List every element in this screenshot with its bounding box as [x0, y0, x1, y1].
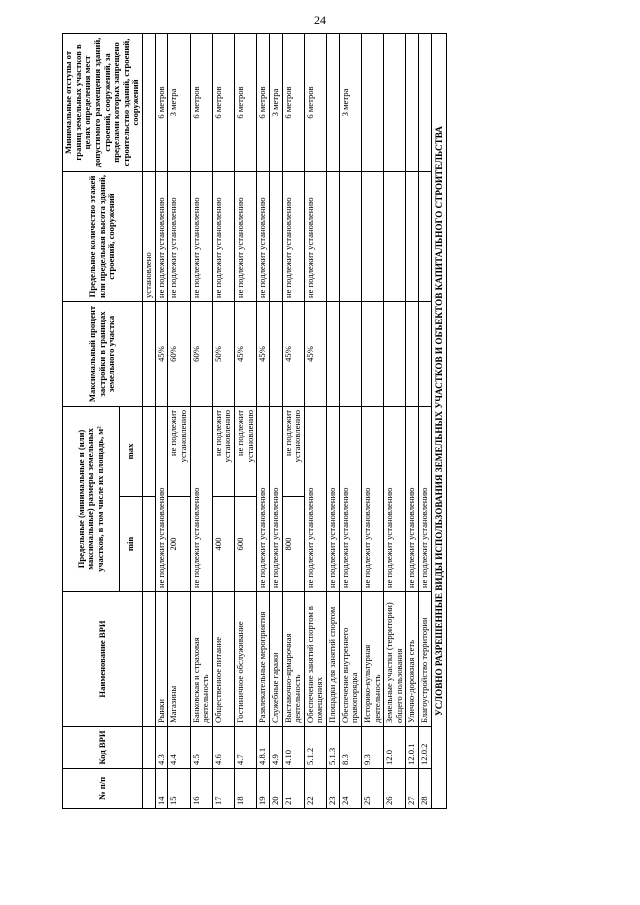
cell-code: 4.7 [235, 727, 257, 769]
cell-coverage: 45% [155, 301, 168, 406]
cell-code: 5.1.3 [327, 727, 340, 769]
cell-floors [361, 171, 383, 301]
cell-num: 18 [235, 769, 257, 809]
cell-floors [406, 171, 419, 301]
cell-max: не подлежит установлению [168, 406, 190, 496]
cell-min: 200 [168, 497, 190, 592]
cell-coverage: 45% [235, 301, 257, 406]
header-floors: Предельное количество этажей или предельная высота зданий, строений, сооружений [63, 171, 143, 301]
cell-min: не подлежит установлению [361, 406, 383, 591]
header-min: min [120, 497, 143, 592]
cell-max: не подлежит установлению [282, 406, 304, 496]
header-name: Наименование ВРИ [63, 592, 143, 727]
cell-floors [419, 171, 432, 301]
cell-setback: 6 метров [190, 33, 212, 171]
cell-num: 28 [419, 769, 432, 809]
cell-floors: не подлежит установлению [212, 171, 234, 301]
cell-setback [419, 33, 432, 171]
cell-setback [384, 33, 406, 171]
cell-floors [339, 171, 361, 301]
cell-setback: 6 метров [282, 33, 304, 171]
cell-name: Магазины [168, 592, 190, 727]
cell-name: Площадки для занятий спортом [327, 592, 340, 727]
cell-coverage [406, 301, 419, 406]
cell-setback [361, 33, 383, 171]
cell-name: Выставочно-ярмарочная деятельность [282, 592, 304, 727]
cell-min: не подлежит установлению [327, 406, 340, 591]
table-row [339, 33, 361, 808]
header-setback: Минимальные отступы от границ земельных участков в целях определения мест допустимого размещения зданий, строений, сооружений, за пределами которых запрещено строительство зданий, строений, сооружений [63, 33, 143, 171]
cell-num: 21 [282, 769, 304, 809]
cell-name: Развлекательные мероприятия [257, 592, 270, 727]
cell-coverage [339, 301, 361, 406]
table-row [257, 33, 270, 808]
cell-floors: установлено [143, 171, 156, 301]
cell-num: 15 [168, 769, 190, 809]
table-row [419, 33, 432, 808]
cell-code: 12.0 [384, 727, 406, 769]
cell-min: не подлежит установлению [304, 406, 326, 591]
cell-floors [384, 171, 406, 301]
cell-num: 16 [190, 769, 212, 809]
cell-num: 17 [212, 769, 234, 809]
cell-min: не подлежит установлению [190, 406, 212, 591]
cell-setback: 6 метров [257, 33, 270, 171]
header-code: Код ВРИ [63, 727, 143, 769]
cell-coverage: 45% [282, 301, 304, 406]
cell-num: 23 [327, 769, 340, 809]
cell-num: 25 [361, 769, 383, 809]
header-row-1 [63, 33, 120, 808]
cell-coverage [419, 301, 432, 406]
cell-min: не подлежит установлению [384, 406, 406, 591]
cell-code: 4.10 [282, 727, 304, 769]
cell-code: 5.1.2 [304, 727, 326, 769]
cell-setback [327, 33, 340, 171]
cell-name: Общественное питание [212, 592, 234, 727]
cell-min: 600 [235, 497, 257, 592]
cell-name: Историко-культурная деятельность [361, 592, 383, 727]
cell-code: 4.5 [190, 727, 212, 769]
cell-name: Обеспечение занятий спортом в помещениях [304, 592, 326, 727]
cell-min: не подлежит установлению [339, 406, 361, 591]
page-number: 24 [314, 13, 326, 27]
header-num: № п/п [63, 769, 143, 809]
cell-name: Улично-дорожная сеть [406, 592, 419, 727]
cell-coverage: 45% [257, 301, 270, 406]
cell-num: 26 [384, 769, 406, 809]
cell-code: 4.6 [212, 727, 234, 769]
section-banner: УСЛОВНО РАЗРЕШЕННЫЕ ВИДЫ ИСПОЛЬЗОВАНИЯ ЗЕМЕЛЬНЫХ УЧАСТКОВ И ОБЪЕКТОВ КАПИТАЛЬНОГО СТРОИТЕЛЬСТВА [431, 33, 446, 808]
cell-min: не подлежит установлению [406, 406, 419, 591]
cell-name: Обеспечение внутреннего правопорядка [339, 592, 361, 727]
cell-setback: 3 метра [269, 33, 282, 171]
cell-setback: 6 метров [304, 33, 326, 171]
cell-code: 4.4 [168, 727, 190, 769]
cell-name: Рынки [155, 592, 168, 727]
table-row [282, 33, 304, 808]
cell-min: 400 [212, 497, 234, 592]
section-banner-row [431, 33, 446, 808]
cell-num: 24 [339, 769, 361, 809]
cell-code: 8.3 [339, 727, 361, 769]
table-row [155, 33, 168, 808]
cell-name: Служебные гаражи [269, 592, 282, 727]
cell-coverage: 60% [168, 301, 190, 406]
cell-setback: 6 метров [212, 33, 234, 171]
cell-coverage [361, 301, 383, 406]
zoning-table [62, 33, 447, 809]
cell-code: 4.8.1 [257, 727, 270, 769]
cell-floors: не подлежит установлению [168, 171, 190, 301]
header-max: max [120, 406, 143, 496]
cell-floors: не подлежит установлению [282, 171, 304, 301]
cell-coverage [384, 301, 406, 406]
cell-setback: 6 метров [235, 33, 257, 171]
table-row [168, 33, 190, 808]
cell-name: Благоустройство территории [419, 592, 432, 727]
cell-num: 19 [257, 769, 270, 809]
table-row [212, 33, 234, 808]
cell-min: не подлежит установлению [269, 406, 282, 591]
cell-max: не подлежит установлению [212, 406, 234, 496]
table-row [327, 33, 340, 808]
cell-coverage [327, 301, 340, 406]
table-row [361, 33, 383, 808]
cell-setback: 3 метра [168, 33, 190, 171]
cell-min: не подлежит установлению [257, 406, 270, 591]
table-row [190, 33, 212, 808]
cell-floors: не подлежит установлению [155, 171, 168, 301]
header-size-group: Предельные (минимальные и (или) максимальные) размеры земельных участков, в том числе их площадь, м² [63, 406, 120, 591]
table-row [269, 33, 282, 808]
cell-num: 14 [155, 769, 168, 809]
cell-coverage: 50% [212, 301, 234, 406]
cell-num: 20 [269, 769, 282, 809]
cell-name: Банковская и страховая деятельность [190, 592, 212, 727]
header-coverage: Максимальный процент застройки в границах земельного участка [63, 301, 143, 406]
cell-min: не подлежит установлению [155, 406, 168, 591]
cell-num: 27 [406, 769, 419, 809]
cell-floors: не подлежит установлению [257, 171, 270, 301]
table-row-continuation [143, 33, 156, 808]
cell-name: Гостиничное обслуживание [235, 592, 257, 727]
table-row [304, 33, 326, 808]
cell-code: 4.3 [155, 727, 168, 769]
cell-floors: не подлежит установлению [235, 171, 257, 301]
cell-floors: не подлежит установлению [304, 171, 326, 301]
cell-floors [327, 171, 340, 301]
cell-coverage [269, 301, 282, 406]
cell-setback [406, 33, 419, 171]
cell-num: 22 [304, 769, 326, 809]
table-body [143, 33, 432, 808]
cell-setback: 3 метра [339, 33, 361, 171]
cell-min: не подлежит установлению [419, 406, 432, 591]
cell-code: 12.0.1 [406, 727, 419, 769]
cell-floors: не подлежит установлению [190, 171, 212, 301]
cell-coverage: 45% [304, 301, 326, 406]
cell-code: 9.3 [361, 727, 383, 769]
table-row [406, 33, 419, 808]
cell-min: 800 [282, 497, 304, 592]
table-row [235, 33, 257, 808]
cell-coverage: 60% [190, 301, 212, 406]
cell-max: не подлежит установлению [235, 406, 257, 496]
cell-code: 4.9 [269, 727, 282, 769]
cell-setback: 6 метров [155, 33, 168, 171]
cell-name: Земельные участки (территории) общего пользования [384, 592, 406, 727]
cell-floors [269, 171, 282, 301]
table-row [384, 33, 406, 808]
cell-code: 12.0.2 [419, 727, 432, 769]
